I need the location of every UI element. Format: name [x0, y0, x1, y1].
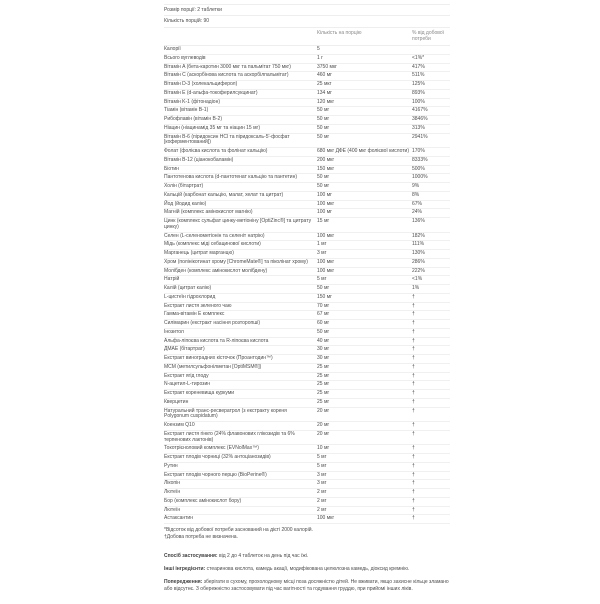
- table-row: [164, 148, 450, 157]
- table-row: [164, 241, 450, 250]
- info-paragraph: [164, 579, 450, 593]
- amount-cell: 2 мг: [317, 489, 327, 495]
- amount-cell: 120 мкг: [317, 98, 335, 105]
- dv-cell: †: [412, 398, 415, 405]
- amount-cell: 70 мг: [317, 302, 330, 309]
- ingredient-name-cell: Вітамін B-6 (піридоксин HCl та піридоксаль-5'-фосфат [коферментований]): [164, 133, 290, 146]
- ingredient-name-cell: Фолат (фолієва кислота та фолінат кальцію): [164, 148, 268, 154]
- table-row: [164, 157, 450, 166]
- dv-cell: †: [412, 454, 415, 460]
- ingredient-name-cell: МСМ (метилсульфонілметан [OptiMSM®]): [164, 363, 262, 370]
- dv-cell: †: [412, 320, 415, 326]
- dv-cell: 2941%: [412, 133, 428, 140]
- table-row: [164, 55, 450, 64]
- ingredient-name-cell: Вітамін B-12 (ціанокобаламін): [164, 156, 234, 163]
- table-row: [164, 338, 450, 347]
- table-body: [164, 46, 450, 524]
- servings-per-container-label: Кількість порцій: 90: [164, 18, 210, 25]
- table-row: [164, 463, 450, 472]
- dv-cell: 1000%: [412, 174, 428, 181]
- amount-cell: 100 мкг: [317, 515, 335, 522]
- dv-cell: †: [412, 390, 415, 396]
- amount-cell: 25 мг: [317, 398, 330, 405]
- ingredient-name-cell: Інозитол: [164, 328, 184, 335]
- amount-cell: 50 мг: [317, 183, 330, 189]
- dv-cell: †: [412, 346, 415, 353]
- ingredient-name-cell: Лікопін: [164, 480, 180, 487]
- amount-cell: 30 мг: [317, 346, 330, 353]
- amount-cell: 100 мкг: [317, 267, 335, 274]
- ingredient-name-cell: Натрій: [164, 276, 180, 283]
- amount-cell: 150 мкг: [317, 165, 335, 172]
- ingredient-name-cell: Екстракт ягід глоду: [164, 372, 209, 379]
- table-row: [164, 373, 450, 382]
- dv-cell: †: [412, 445, 415, 452]
- dv-cell: †: [412, 355, 415, 361]
- ingredient-name-cell: Астаксантин: [164, 515, 193, 522]
- header-amount-column: Кількість на порцію: [317, 30, 362, 36]
- table-row: [164, 498, 450, 507]
- footnotes: [164, 524, 450, 541]
- dv-cell: †: [412, 462, 415, 469]
- amount-cell: 25 мг: [317, 372, 330, 379]
- table-row: [164, 201, 450, 210]
- usage-and-warnings: [164, 553, 450, 593]
- amount-cell: 2 мг: [317, 506, 327, 513]
- ingredient-name-cell: Вітамін K-1 (фітонадіон): [164, 98, 221, 105]
- amount-cell: 1 г: [317, 54, 323, 61]
- dv-cell: 500%: [412, 165, 425, 172]
- table-row: [164, 285, 450, 294]
- dv-cell: †: [412, 372, 415, 379]
- table-row: [164, 90, 450, 99]
- table-row: [164, 218, 450, 233]
- ingredient-name-cell: Тіамін (вітамін B-1): [164, 107, 209, 114]
- amount-cell: 1 мг: [317, 241, 327, 248]
- table-row: [164, 134, 450, 149]
- dv-cell: †: [412, 302, 415, 309]
- dv-cell: 286%: [412, 258, 425, 265]
- table-row: [164, 431, 450, 446]
- ingredient-name-cell: Мідь (комплекс міді себацинової кислоти): [164, 241, 261, 248]
- info-paragraph: [164, 553, 450, 560]
- dv-cell: †: [412, 497, 415, 504]
- table-row: [164, 166, 450, 175]
- table-row: [164, 480, 450, 489]
- table-row: [164, 183, 450, 192]
- dv-cell: 67%: [412, 200, 423, 207]
- amount-cell: 25 мкг: [317, 81, 332, 87]
- dv-cell: 130%: [412, 250, 425, 256]
- ingredient-name-cell: Альфа-ліпоєва кислота та R-ліпоєва кислота: [164, 337, 269, 344]
- amount-cell: 5 мг: [317, 276, 327, 283]
- dv-cell: †: [412, 407, 415, 414]
- amount-cell: 50 мг: [317, 124, 330, 131]
- serving-size-label: Розмір порції: 2 таблетки: [164, 7, 222, 13]
- ingredient-name-cell: Біотин: [164, 165, 179, 172]
- ingredient-name-cell: Кверцетин: [164, 398, 189, 405]
- table-row: [164, 445, 450, 454]
- dv-cell: †: [412, 515, 415, 522]
- dv-cell: <1%*: [412, 54, 425, 61]
- table-row: [164, 515, 450, 524]
- table-row: [164, 489, 450, 498]
- dv-cell: 222%: [412, 267, 425, 274]
- ingredient-name-cell: Токотрієноловий комплекс (EVNolMax™): [164, 445, 259, 452]
- amount-cell: 100 мг: [317, 209, 332, 216]
- table-row: [164, 268, 450, 277]
- ingredient-name-cell: Лютеїн: [164, 506, 181, 513]
- table-row: [164, 276, 450, 285]
- table-row: [164, 209, 450, 218]
- ingredient-name-cell: Екстракт виноградних кісточок (Проантодин™): [164, 355, 273, 361]
- dv-cell: 100%: [412, 98, 425, 105]
- dv-cell: 125%: [412, 81, 425, 87]
- table-row: [164, 250, 450, 259]
- table-row: [164, 233, 450, 242]
- amount-cell: 50 мг: [317, 285, 330, 291]
- ingredient-name-cell: Екстракт кореневища куркуми: [164, 390, 235, 396]
- servings-per-container-row: [164, 16, 450, 27]
- dv-cell: 511%: [412, 72, 425, 79]
- dv-cell: 182%: [412, 232, 425, 239]
- dv-cell: [412, 47, 450, 53]
- footnote-line: †Добова потреба не визначена.: [164, 533, 238, 540]
- amount-cell: 100 мкг: [317, 200, 335, 207]
- amount-cell: 2 мг: [317, 497, 327, 504]
- amount-cell: 30 мг: [317, 355, 330, 361]
- dv-cell: †: [412, 381, 415, 388]
- ingredient-name-cell: Екстракт листя зеленого чаю: [164, 302, 232, 309]
- table-row: [164, 294, 450, 303]
- header-ingredient-column: [164, 30, 314, 43]
- table-row: [164, 64, 450, 73]
- dv-cell: †: [412, 430, 415, 437]
- ingredient-name-cell: Калорії: [164, 46, 181, 52]
- paragraph-text: від 2 до 4 таблеток на день під час їжі.: [218, 552, 309, 559]
- amount-cell: 3 мг: [317, 471, 327, 478]
- ingredient-name-cell: Силімарин (екстракт насіння розторопші): [164, 320, 260, 326]
- amount-cell: 50 мг: [317, 174, 330, 181]
- ingredient-name-cell: Рибофлавін (вітамін B-2): [164, 116, 222, 122]
- dv-cell: 8333%: [412, 156, 428, 163]
- ingredient-name-cell: Холін (бітартрат): [164, 183, 204, 189]
- dv-cell: 136%: [412, 218, 425, 224]
- ingredient-name-cell: Кальцій (карбонат кальцію, малат, хелат та цитрат): [164, 191, 284, 198]
- dv-cell: †: [412, 471, 415, 478]
- ingredient-name-cell: Екстракт плодів чорниці (32% антоціанозидів): [164, 454, 271, 460]
- dv-cell: <1%: [412, 276, 423, 283]
- ingredient-name-cell: Вітамін C (аскорбінова кислота та аскорбілпальмітат): [164, 72, 289, 79]
- amount-cell: 100 мкг: [317, 232, 335, 239]
- table-row: [164, 454, 450, 463]
- ingredient-name-cell: Йод (йодид калію): [164, 200, 207, 207]
- ingredient-name-cell: Молібден (комплекс амінокислот молібдену): [164, 267, 268, 274]
- table-row: [164, 174, 450, 183]
- paragraph-text: стеаринова кислота, камедь акації, модифікована целюлозна камедь, діоксид кремнію.: [206, 565, 410, 572]
- amount-cell: 40 мг: [317, 337, 330, 344]
- ingredient-name-cell: Лютеїн: [164, 489, 181, 495]
- table-row: [164, 364, 450, 373]
- dv-cell: †: [412, 363, 415, 370]
- table-row: [164, 346, 450, 355]
- table-row: [164, 125, 450, 134]
- table-row: [164, 399, 450, 408]
- amount-cell: 680 мкг ДФЕ (400 мкг фолієвої кислоти): [317, 148, 410, 154]
- amount-cell: 67 мг: [317, 311, 330, 318]
- ingredient-name-cell: Бор (комплекс амінокислот бору): [164, 497, 242, 504]
- dv-cell: †: [412, 422, 415, 428]
- amount-cell: 3 мг: [317, 480, 327, 487]
- dv-cell: †: [412, 328, 415, 335]
- amount-cell: 460 мг: [317, 72, 332, 79]
- table-row: [164, 116, 450, 125]
- table-header-row: [164, 28, 450, 47]
- table-row: [164, 329, 450, 338]
- dv-cell: †: [412, 480, 415, 487]
- table-row: [164, 303, 450, 312]
- ingredient-name-cell: Вітамін A (бета-каротин 3000 мкг та пальмітат 750 мкг): [164, 63, 291, 70]
- amount-cell: 100 мкг: [317, 258, 335, 265]
- paragraph-text: зберігати в сухому, прохолодному місці поза досяжністю дітей. Не вживати, якщо захисне кільце зламано або відсутнє. З обережністю застосовувати під час вагітності та годування груддю, при прийомі інших ліків.: [164, 578, 449, 592]
- ingredient-name-cell: Гамма-вітамін E комплекс: [164, 311, 225, 318]
- amount-cell: 134 мг: [317, 89, 332, 96]
- ingredient-name-cell: Селен (L-селенометіонін та селеніт натрію): [164, 232, 265, 239]
- amount-cell: 50 мг: [317, 328, 330, 335]
- amount-cell: 25 мг: [317, 381, 330, 388]
- amount-cell: 20 мг: [317, 430, 330, 437]
- amount-cell: 20 мг: [317, 422, 330, 428]
- ingredient-name-cell: Пантотенова кислота (d-пантотенат кальцію та пантетин): [164, 174, 298, 181]
- table-row: [164, 507, 450, 516]
- table-row: [164, 192, 450, 201]
- header-dv-column: % від добової потреби: [412, 30, 445, 43]
- dv-cell: 1%: [412, 285, 420, 291]
- ingredient-name-cell: Цинк (комплекс сульфат цинку-метіоніну [OptiZinc®] та цитрату цинку): [164, 218, 312, 230]
- table-row: [164, 472, 450, 481]
- table-row: [164, 81, 450, 90]
- ingredient-name-cell: Ніацин (ніацинамід 35 мг та ніацин 15 мг): [164, 124, 261, 131]
- amount-cell: 50 мг: [317, 116, 330, 122]
- ingredient-name-cell: Натуральний транс-ресвератрол (з екстракту кореня Polygonum cuspidatum): [164, 407, 287, 420]
- table-row: [164, 311, 450, 320]
- ingredient-name-cell: Рутин: [164, 462, 178, 469]
- paragraph-label: Спосіб застосування:: [164, 552, 219, 559]
- ingredient-name-cell: Вітамін E (d-альфа-токоферилсукцинат): [164, 89, 258, 96]
- amount-cell: 60 мг: [317, 320, 330, 326]
- amount-cell: 50 мг: [317, 133, 330, 140]
- amount-cell: 20 мг: [317, 407, 330, 414]
- ingredient-name-cell: N-ацетил-L-тирозин: [164, 381, 211, 388]
- amount-cell: 50 мг: [317, 107, 330, 114]
- amount-cell: 5 мг: [317, 462, 327, 469]
- amount-cell: 25 мг: [317, 390, 330, 396]
- ingredient-name-cell: Екстракт листя гінкго (24% флавонових глікозидів та 6% терпенових лактонів): [164, 430, 295, 443]
- table-row: [164, 355, 450, 364]
- dv-cell: 3846%: [412, 116, 428, 122]
- table-row: [164, 408, 450, 423]
- dv-cell: 9%: [412, 183, 420, 189]
- amount-cell: 15 мг: [317, 218, 330, 224]
- dv-cell: 417%: [412, 63, 425, 70]
- ingredient-name-cell: Марганець (цитрат марганцю): [164, 250, 234, 256]
- serving-size-row: [164, 5, 450, 16]
- dv-cell: 111%: [412, 241, 425, 248]
- footnote-line: *Відсоток від добової потреби заснований на дієті 2000 калорій.: [164, 526, 313, 533]
- dv-cell: †: [412, 489, 415, 495]
- ingredient-name-cell: Всього вуглеводів: [164, 54, 206, 61]
- table-row: [164, 320, 450, 329]
- amount-cell: 200 мкг: [317, 156, 335, 163]
- info-paragraph: [164, 566, 450, 573]
- table-row: [164, 99, 450, 108]
- ingredient-name-cell: Екстракт плодів чорного перцю (BioPerine®): [164, 471, 267, 478]
- amount-cell: 3 мг: [317, 250, 327, 256]
- amount-cell: 150 мг: [317, 293, 332, 300]
- dv-cell: 893%: [412, 89, 425, 96]
- ingredient-name-cell: Коензим Q10: [164, 422, 195, 428]
- table-row: [164, 259, 450, 268]
- table-row: [164, 422, 450, 431]
- dv-cell: 313%: [412, 124, 425, 131]
- dv-cell: †: [412, 506, 415, 513]
- amount-cell: 3750 мкг: [317, 63, 337, 70]
- table-row: [164, 107, 450, 116]
- supplement-facts-table: [164, 4, 450, 541]
- ingredient-name-cell: ДМАЕ (бітартрат): [164, 346, 205, 353]
- paragraph-label: Інші інгредієнти:: [164, 565, 207, 572]
- ingredient-name-cell: Калій (цитрат калію): [164, 285, 212, 291]
- dv-cell: †: [412, 337, 415, 344]
- dv-cell: 8%: [412, 191, 420, 198]
- dv-cell: 4167%: [412, 107, 428, 114]
- ingredient-name-cell: Вітамін D-3 (холекальциферол): [164, 81, 238, 87]
- table-row: [164, 381, 450, 390]
- table-row: [164, 390, 450, 399]
- ingredient-name-cell: Магній (комплекс амінокислот магнію): [164, 209, 253, 216]
- amount-cell: 25 мг: [317, 363, 330, 370]
- amount-cell: 10 мг: [317, 445, 330, 452]
- amount-cell: 100 мг: [317, 191, 332, 198]
- dv-cell: †: [412, 293, 415, 300]
- paragraph-label: Попередження:: [164, 578, 204, 585]
- ingredient-name-cell: L-цистеїн гідрохлорид: [164, 293, 216, 300]
- dv-cell: 170%: [412, 148, 425, 154]
- dv-cell: †: [412, 311, 415, 318]
- dv-cell: 24%: [412, 209, 423, 216]
- table-row: [164, 46, 450, 55]
- amount-cell: 5: [317, 46, 320, 52]
- ingredient-name-cell: Хром (полінікотинат хрому [ChromeMate®] та піколінат хрому): [164, 258, 308, 265]
- amount-cell: 5 мг: [317, 454, 327, 460]
- table-row: [164, 72, 450, 81]
